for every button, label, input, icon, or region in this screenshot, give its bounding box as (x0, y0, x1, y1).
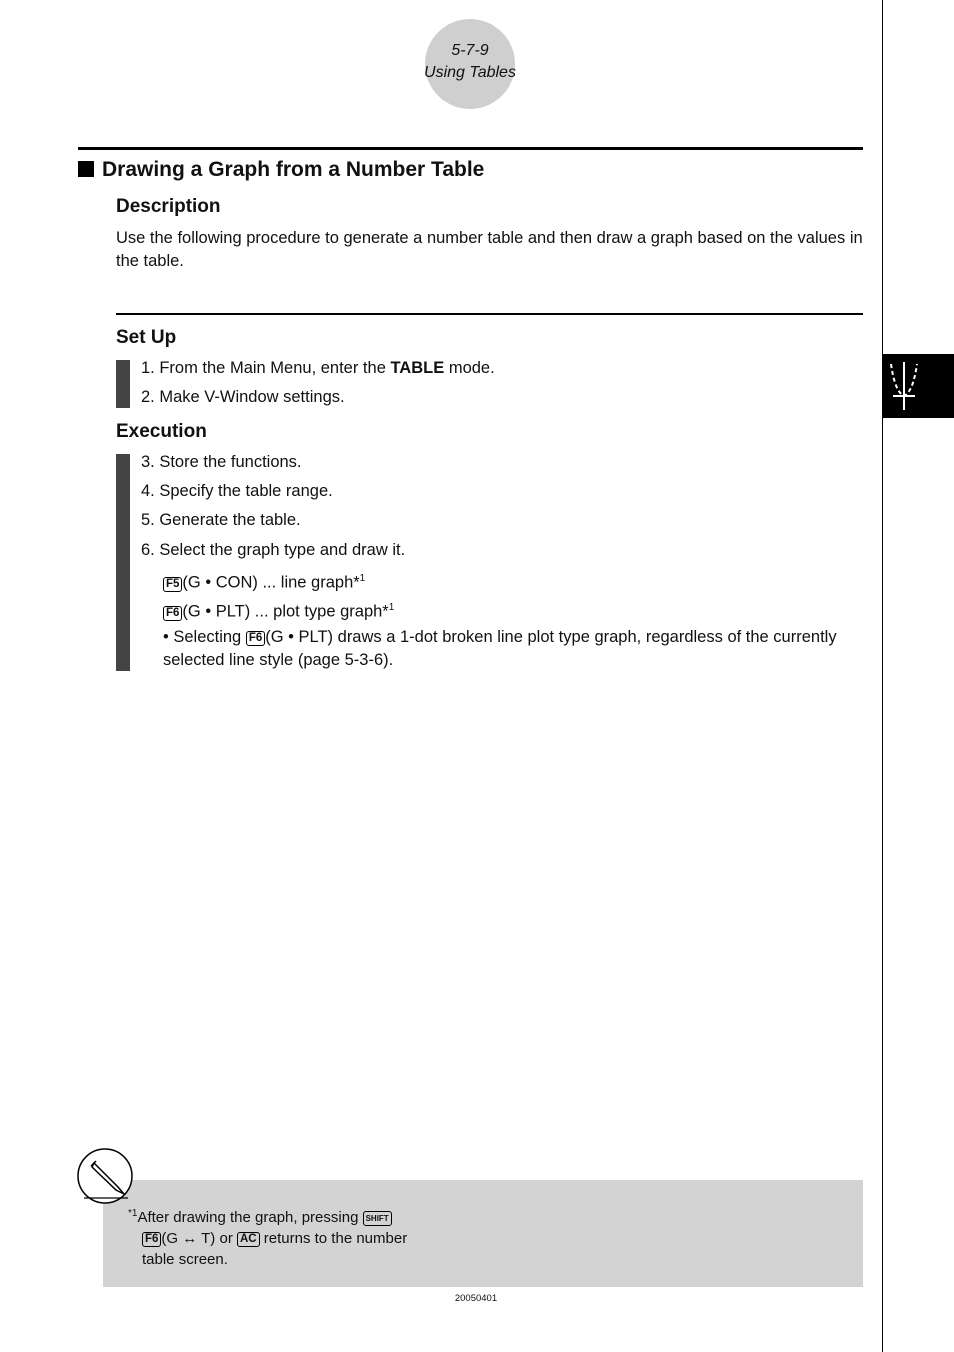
exec-step-4: 4. Specify the table range. (141, 482, 333, 500)
description-text: Use the following procedure to generate a number table and then draw a graph based on the values in the table. (116, 229, 863, 270)
footer-code: 20050401 (454, 1293, 498, 1304)
plot-type-bullet: • Selecting F6 (G • PLT) draws a 1-dot broken line plot type graph, regardless of the currently selected line style (page 5-3-6). (163, 628, 837, 669)
exec-step-3: 3. Store the functions. (141, 453, 302, 471)
f6-key-icon: F6 (163, 606, 182, 621)
top-rule (78, 147, 863, 150)
ac-key-icon: AC (237, 1232, 260, 1247)
exec-step-5: 5. Generate the table. (141, 511, 301, 529)
setup-step-1: 1. From the Main Menu, enter the TABLE mode. (141, 359, 495, 377)
setup-heading: Set Up (116, 327, 177, 348)
graph-mode-icon (883, 354, 954, 418)
option-plot-graph: F6 (G • PLT) ... plot type graph*$^1$ (163, 597, 394, 623)
square-bullet-icon (78, 161, 94, 177)
f6-key-icon: F6 (142, 1232, 161, 1247)
section-name: Using Tables (424, 64, 516, 81)
setup-step-2: 2. Make V-Window settings. (141, 388, 345, 406)
execution-bar (116, 454, 130, 671)
option-line-graph: F5 (G • CON) ... line graph*$^1$ (163, 568, 365, 594)
section-title: Drawing a Graph from a Number Table (78, 158, 484, 182)
chapter-tab (883, 354, 954, 418)
description-heading: Description (116, 196, 221, 217)
shift-key-icon: SHIFT (363, 1211, 392, 1226)
f6-key-icon: F6 (246, 631, 265, 646)
page-number: 5-7-9 (451, 42, 489, 59)
f5-key-icon: F5 (163, 577, 182, 592)
footnote-text: $^{*1}$After drawing the graph, pressing SHIFT F6 (G ↔ T) or AC returns to the number table screen. (128, 1208, 408, 1268)
right-margin-rule (882, 0, 883, 1352)
exec-step-6: 6. Select the graph type and draw it. (141, 541, 406, 559)
divider (116, 313, 863, 315)
execution-heading: Execution (116, 421, 207, 442)
pencil-note-icon (76, 1148, 136, 1208)
setup-bar (116, 360, 130, 408)
